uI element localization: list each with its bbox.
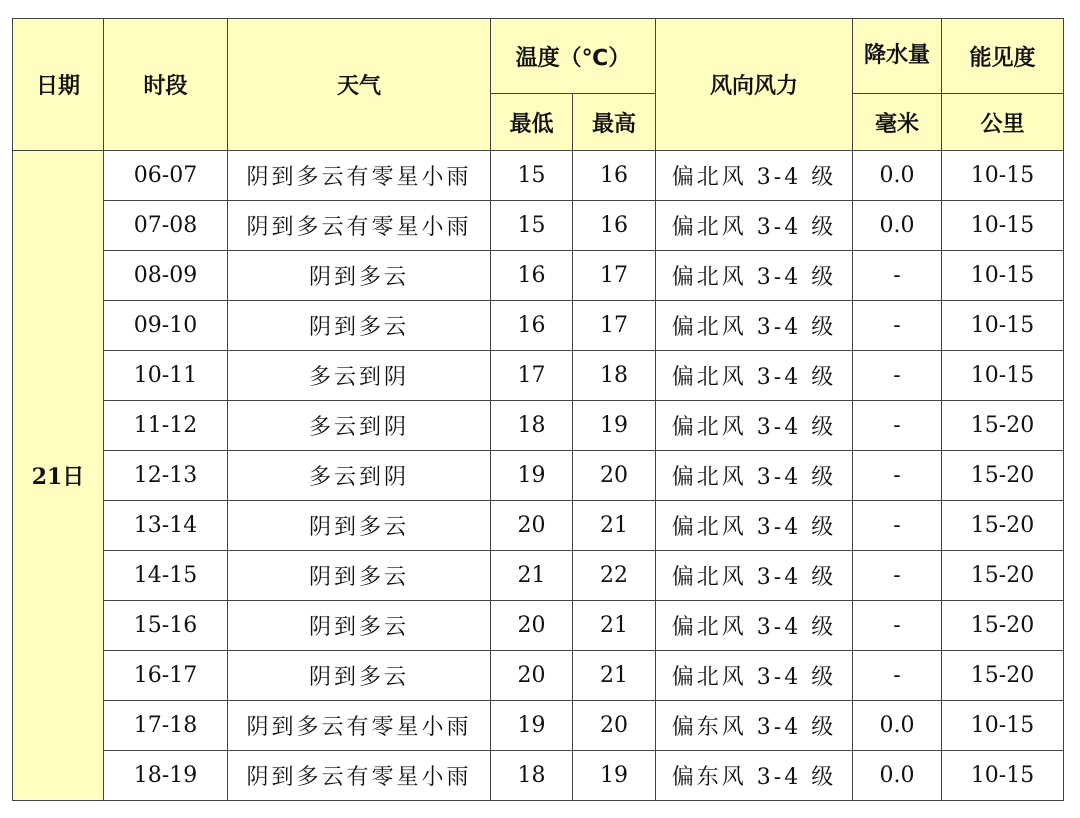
precip-cell: 0.0 xyxy=(853,151,942,201)
temp-low-cell: 19 xyxy=(491,701,573,751)
precip-cell: - xyxy=(853,251,942,301)
visibility-cell: 10-15 xyxy=(942,701,1064,751)
header-precip: 降水量 xyxy=(853,19,942,94)
temp-low-cell: 19 xyxy=(491,451,573,501)
precip-cell: - xyxy=(853,601,942,651)
date-cell: 21日 xyxy=(13,151,104,801)
period-cell: 12-13 xyxy=(104,451,228,501)
temp-low-cell: 15 xyxy=(491,201,573,251)
temp-high-cell: 17 xyxy=(573,251,656,301)
period-cell: 17-18 xyxy=(104,701,228,751)
weather-cell: 阴到多云有零星小雨 xyxy=(228,201,491,251)
visibility-cell: 15-20 xyxy=(942,601,1064,651)
temp-low-cell: 20 xyxy=(491,601,573,651)
temp-high-cell: 16 xyxy=(573,151,656,201)
visibility-cell: 10-15 xyxy=(942,251,1064,301)
wind-cell: 偏北风 3-4 级 xyxy=(656,401,853,451)
table-row xyxy=(13,301,1064,351)
period-cell: 16-17 xyxy=(104,651,228,701)
temp-low-cell: 15 xyxy=(491,151,573,201)
weather-cell: 多云到阴 xyxy=(228,351,491,401)
table-row xyxy=(13,351,1064,401)
wind-cell: 偏北风 3-4 级 xyxy=(656,201,853,251)
temp-high-cell: 21 xyxy=(573,601,656,651)
weather-cell: 多云到阴 xyxy=(228,401,491,451)
wind-cell: 偏北风 3-4 级 xyxy=(656,551,853,601)
temp-low-cell: 20 xyxy=(491,501,573,551)
temp-high-cell: 17 xyxy=(573,301,656,351)
table-row xyxy=(13,451,1064,501)
temp-low-cell: 18 xyxy=(491,751,573,801)
period-cell: 09-10 xyxy=(104,301,228,351)
header-visibility: 能见度 xyxy=(942,19,1064,94)
table-row xyxy=(13,201,1064,251)
wind-cell: 偏北风 3-4 级 xyxy=(656,501,853,551)
period-cell: 06-07 xyxy=(104,151,228,201)
header-date: 日期 xyxy=(13,19,104,151)
table-row xyxy=(13,551,1064,601)
table-row xyxy=(13,501,1064,551)
period-cell: 15-16 xyxy=(104,601,228,651)
wind-cell: 偏北风 3-4 级 xyxy=(656,451,853,501)
table-row xyxy=(13,601,1064,651)
visibility-cell: 15-20 xyxy=(942,551,1064,601)
temp-high-cell: 18 xyxy=(573,351,656,401)
temp-high-cell: 19 xyxy=(573,751,656,801)
wind-cell: 偏北风 3-4 级 xyxy=(656,651,853,701)
temp-high-cell: 19 xyxy=(573,401,656,451)
visibility-cell: 10-15 xyxy=(942,351,1064,401)
temp-low-cell: 20 xyxy=(491,651,573,701)
temp-high-cell: 21 xyxy=(573,651,656,701)
temp-low-cell: 21 xyxy=(491,551,573,601)
precip-cell: - xyxy=(853,501,942,551)
visibility-cell: 15-20 xyxy=(942,501,1064,551)
period-cell: 18-19 xyxy=(104,751,228,801)
visibility-cell: 10-15 xyxy=(942,151,1064,201)
weather-cell: 阴到多云有零星小雨 xyxy=(228,751,491,801)
temp-high-cell: 21 xyxy=(573,501,656,551)
temp-high-cell: 22 xyxy=(573,551,656,601)
table-row xyxy=(13,151,1064,201)
period-cell: 11-12 xyxy=(104,401,228,451)
weather-cell: 阴到多云 xyxy=(228,301,491,351)
forecast-table xyxy=(12,18,1064,801)
temp-high-cell: 16 xyxy=(573,201,656,251)
period-cell: 10-11 xyxy=(104,351,228,401)
precip-cell: 0.0 xyxy=(853,201,942,251)
temp-low-cell: 18 xyxy=(491,401,573,451)
precip-cell: 0.0 xyxy=(853,751,942,801)
temp-high-cell: 20 xyxy=(573,701,656,751)
precip-cell: - xyxy=(853,551,942,601)
wind-cell: 偏北风 3-4 级 xyxy=(656,151,853,201)
wind-cell: 偏东风 3-4 级 xyxy=(656,751,853,801)
weather-cell: 阴到多云 xyxy=(228,251,491,301)
precip-cell: - xyxy=(853,651,942,701)
table-row xyxy=(13,651,1064,701)
wind-cell: 偏北风 3-4 级 xyxy=(656,351,853,401)
header-precip-unit: 毫米 xyxy=(853,94,942,151)
header-temp-high: 最高 xyxy=(573,94,656,151)
precip-cell: - xyxy=(853,301,942,351)
precip-cell: - xyxy=(853,451,942,501)
header-period: 时段 xyxy=(104,19,228,151)
visibility-cell: 10-15 xyxy=(942,751,1064,801)
temp-high-cell: 20 xyxy=(573,451,656,501)
visibility-cell: 10-15 xyxy=(942,301,1064,351)
header-temperature: 温度（℃） xyxy=(491,19,656,94)
header-visibility-unit: 公里 xyxy=(942,94,1064,151)
precip-cell: - xyxy=(853,401,942,451)
weather-cell: 阴到多云有零星小雨 xyxy=(228,151,491,201)
weather-cell: 阴到多云 xyxy=(228,651,491,701)
weather-cell: 阴到多云 xyxy=(228,501,491,551)
temp-low-cell: 16 xyxy=(491,301,573,351)
wind-cell: 偏北风 3-4 级 xyxy=(656,301,853,351)
temp-low-cell: 17 xyxy=(491,351,573,401)
temp-low-cell: 16 xyxy=(491,251,573,301)
weather-cell: 阴到多云 xyxy=(228,601,491,651)
table-row xyxy=(13,251,1064,301)
weather-cell: 阴到多云有零星小雨 xyxy=(228,701,491,751)
table-row xyxy=(13,751,1064,801)
wind-cell: 偏北风 3-4 级 xyxy=(656,251,853,301)
header-row-1 xyxy=(13,19,1064,94)
header-weather: 天气 xyxy=(228,19,491,151)
period-cell: 14-15 xyxy=(104,551,228,601)
wind-cell: 偏东风 3-4 级 xyxy=(656,701,853,751)
visibility-cell: 15-20 xyxy=(942,451,1064,501)
visibility-cell: 15-20 xyxy=(942,401,1064,451)
visibility-cell: 15-20 xyxy=(942,651,1064,701)
period-cell: 13-14 xyxy=(104,501,228,551)
weather-cell: 阴到多云 xyxy=(228,551,491,601)
header-temp-low: 最低 xyxy=(491,94,573,151)
header-wind: 风向风力 xyxy=(656,19,853,151)
precip-cell: 0.0 xyxy=(853,701,942,751)
period-cell: 07-08 xyxy=(104,201,228,251)
visibility-cell: 10-15 xyxy=(942,201,1064,251)
table-row xyxy=(13,701,1064,751)
period-cell: 08-09 xyxy=(104,251,228,301)
wind-cell: 偏北风 3-4 级 xyxy=(656,601,853,651)
precip-cell: - xyxy=(853,351,942,401)
table-row xyxy=(13,401,1064,451)
weather-cell: 多云到阴 xyxy=(228,451,491,501)
